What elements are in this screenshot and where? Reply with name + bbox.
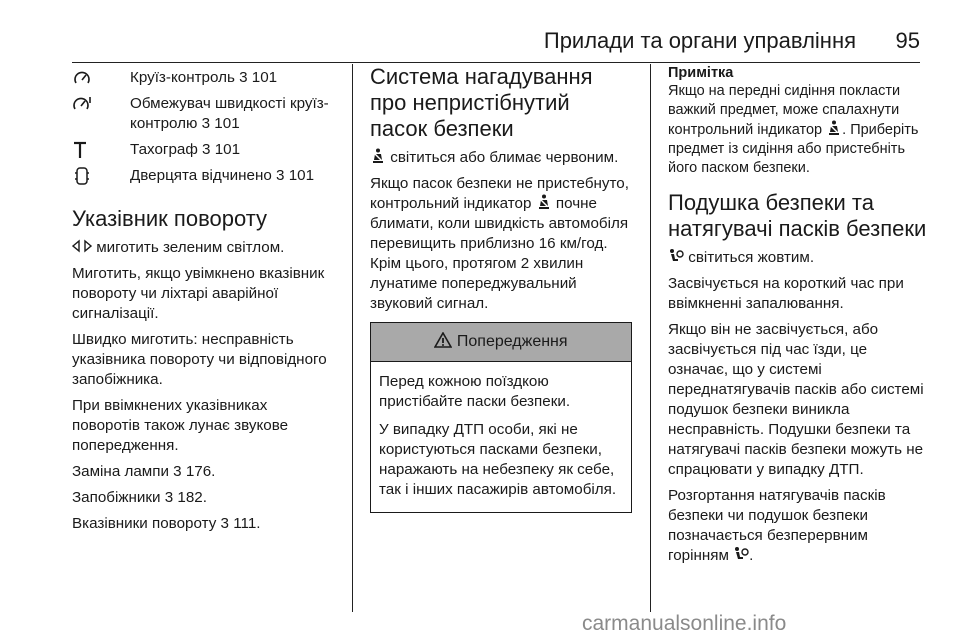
column-right [668, 64, 930, 572]
note-text: Якщо на передні сидіння покласти важкий предмет, може спалахнути контрольний індикатор . Приберіть предмет із сидіння або пристебніть його паском безпеки. [668, 83, 919, 176]
indicator-label: Круїз-контроль 3 101 [130, 69, 278, 86]
indicator-list-item [72, 166, 334, 186]
paragraph: Засвічується на короткий час при ввімкненні запалювання. [668, 275, 904, 312]
indicator-label: Обмежувач швидкості круїз-контролю 3 101 [130, 95, 329, 132]
warning-title: Попередження [456, 333, 568, 350]
paragraph: Запобіжники 3 182. [72, 489, 207, 506]
section-heading-seatbelt: Система нагадування про непристібнутий пасок безпеки [370, 64, 593, 141]
column-divider [352, 64, 353, 612]
turn-signal-icon [72, 238, 92, 254]
cruise-control-icon [72, 69, 92, 87]
paragraph: світиться жовтим. [668, 248, 930, 268]
warning-text: Перед кожною поїздкою пристібайте паски безпеки. [379, 373, 571, 410]
speed-limiter-icon [72, 95, 92, 113]
column-left [72, 64, 334, 540]
indicator-label: Тахограф 3 101 [130, 141, 241, 158]
warning-triangle-icon [434, 332, 452, 348]
page-header [72, 28, 920, 63]
paragraph: Якщо він не засвічується, або засвічується під час їзди, це означає, що у системі переднатягувачів пасків або системі подушок безпеки виникла несправність. Подушки безпеки та натягувачі пасків безпеки можуть не спрацювати у випадку ДТП. [668, 321, 924, 478]
indicator-list-item [72, 94, 334, 134]
note-title: Примітка [668, 65, 734, 81]
paragraph: світиться або блимає червоним. [370, 148, 632, 168]
paragraph: Якщо пасок безпеки не пристебнуто, контрольний індикатор почне блимати, коли швидкість автомобіля перевищить приблизно 16 км/год. Крім цього, протягом 2 хвилин лунатиме попереджувальний звуковий сигнал. [370, 175, 629, 312]
seatbelt-icon [370, 148, 386, 164]
airbag-icon [733, 546, 749, 562]
warning-text: У випадку ДТП особи, які не користуються пасками безпеки, наражають на небезпеку як себе, так і інших пасажирів автомобіля. [379, 421, 617, 498]
paragraph: Миготить, якщо увімкнено вказівник повороту чи ліхтарі аварійної сигналізації. [72, 265, 325, 322]
indicator-label: Дверцята відчинено 3 101 [130, 167, 315, 184]
seatbelt-icon [536, 194, 552, 210]
paragraph: миготить зеленим світлом. [72, 238, 334, 258]
column-divider [650, 64, 651, 612]
paragraph: Заміна лампи 3 176. [72, 463, 216, 480]
page-number: 95 [895, 28, 920, 53]
indicator-list-item [72, 68, 334, 88]
warning-box [370, 322, 632, 513]
warning-header [371, 323, 631, 362]
paragraph: Швидко миготить: несправність указівника повороту чи відповідного запобіжника. [72, 331, 327, 388]
airbag-icon [668, 248, 684, 264]
watermark: carmanualsonline.info [582, 612, 787, 635]
section-heading-airbag: Подушка безпеки та натягувачі пасків безпеки [668, 190, 927, 241]
section-heading-turn-signal: Указівник повороту [72, 206, 268, 231]
indicator-list-item [72, 140, 334, 160]
paragraph: Вказівники повороту 3 111. [72, 515, 261, 532]
tachograph-icon [72, 141, 92, 159]
page-title: Прилади та органи управління [543, 28, 856, 53]
door-open-icon [72, 167, 92, 185]
paragraph: Розгортання натягувачів пасків безпеки чи подушок безпеки позначається безперервним горінням . [668, 487, 886, 564]
seatbelt-icon [826, 120, 842, 136]
paragraph: При ввімкнених указівниках поворотів також лунає звукове попередження. [72, 397, 289, 454]
column-middle [370, 64, 632, 513]
